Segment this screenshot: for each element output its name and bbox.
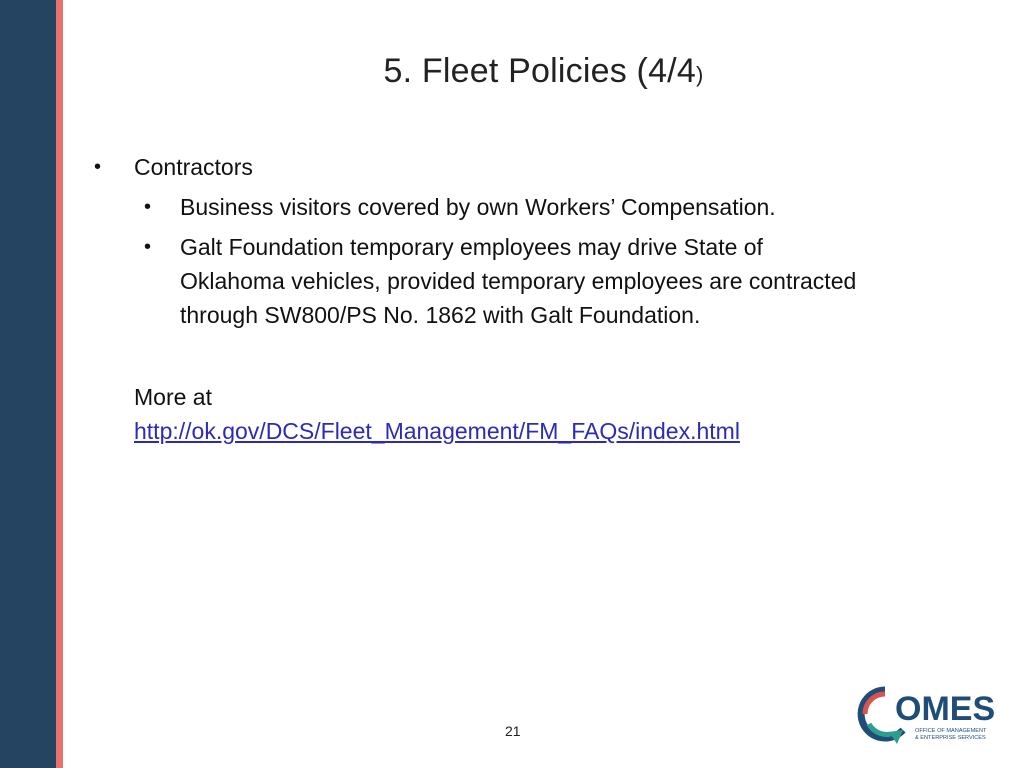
sub-bullet-business-visitors [88, 190, 860, 224]
page-number: 21 [505, 723, 521, 739]
faq-link[interactable]: http://ok.gov/DCS/Fleet_Management/FM_FAQs/index.html [134, 418, 740, 444]
bullet-contractors [88, 150, 888, 184]
slide-content [88, 150, 888, 448]
omes-logo [855, 684, 1005, 746]
more-label: More at [134, 384, 212, 410]
bullet-marker: • [144, 236, 152, 258]
sub-bullet-galt-foundation [88, 230, 860, 332]
logo-subtitle-line2: & ENTERPRISE SERVICES [915, 735, 986, 741]
bullet-marker: • [144, 196, 152, 218]
sidebar-stripe [56, 0, 63, 768]
slide-title [0, 52, 1024, 91]
slide-title-paren: ) [695, 62, 704, 87]
logo-wordmark: OMES [895, 690, 996, 728]
logo-subtitle-line1: OFFICE OF MANAGEMENT [915, 728, 987, 734]
bullet-text: Galt Foundation temporary employees may drive State of Oklahoma vehicles, provided temporary employees are contracted through SW800/PS No. 1862 with Galt Foundation. [180, 234, 857, 328]
sidebar-decoration [0, 0, 56, 768]
bullet-text: Business visitors covered by own Workers’ Compensation. [180, 194, 776, 220]
bullet-text: Contractors [134, 154, 253, 180]
bullet-marker: • [94, 156, 102, 178]
slide-title-main: 5. Fleet Policies (4/4 [383, 52, 696, 90]
more-info [88, 380, 888, 448]
